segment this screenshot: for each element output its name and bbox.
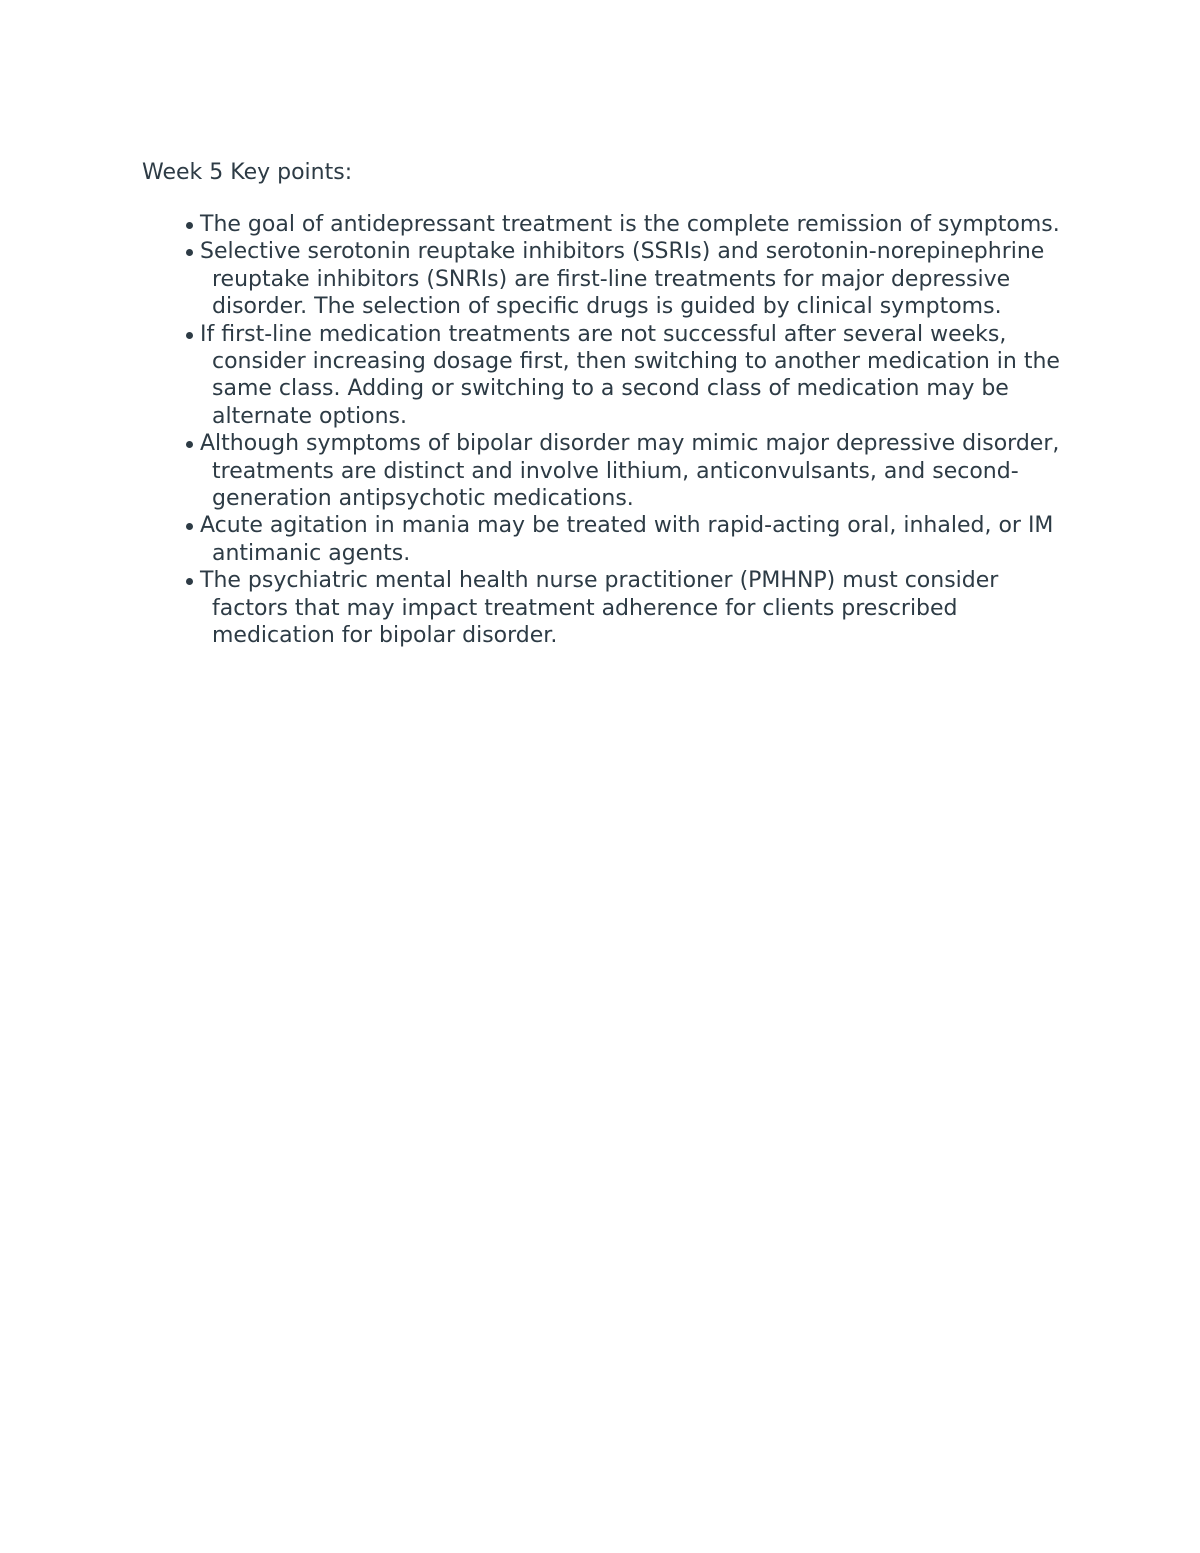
key-point-item: [142, 512, 1072, 567]
key-point-item: [142, 430, 1072, 512]
document-heading: Week 5 Key points:: [142, 160, 353, 185]
bullet-icon: [186, 578, 193, 585]
key-point-item: [142, 567, 1072, 649]
key-point-text: If first-line medication treatments are not successful after several weeks, consider increasing dosage first, then switching to another medication in the same class. Adding or switching to a second class of medication may be alternate options.: [200, 321, 1060, 429]
key-point-text: Acute agitation in mania may be treated with rapid-acting oral, inhaled, or IM antimanic agents.: [200, 513, 1054, 566]
key-point-item: [142, 211, 1072, 238]
key-points-list: [142, 211, 1072, 650]
bullet-icon: [186, 332, 193, 339]
bullet-icon: [186, 249, 193, 256]
bullet-icon: [186, 523, 193, 530]
bullet-icon: [186, 441, 193, 448]
key-point-text: The goal of antidepressant treatment is the complete remission of symptoms.: [200, 212, 1060, 237]
document-content: [142, 157, 1072, 650]
key-point-text: The psychiatric mental health nurse practitioner (PMHNP) must consider factors that may impact treatment adherence for clients prescribed medication for bipolar disorder.: [200, 568, 999, 649]
bullet-icon: [186, 222, 193, 229]
key-point-item: [142, 321, 1072, 431]
key-point-item: [142, 238, 1072, 320]
key-point-text: Although symptoms of bipolar disorder may mimic major depressive disorder, treatments are distinct and involve lithium, anticonvulsants, and second-generation antipsychotic medications.: [200, 431, 1060, 512]
key-point-text: Selective serotonin reuptake inhibitors (SSRIs) and serotonin-norepinephrine reuptake inhibitors (SNRIs) are first-line treatments for major depressive disorder. The selection of specific drugs is guided by clinical symptoms.: [200, 239, 1045, 320]
